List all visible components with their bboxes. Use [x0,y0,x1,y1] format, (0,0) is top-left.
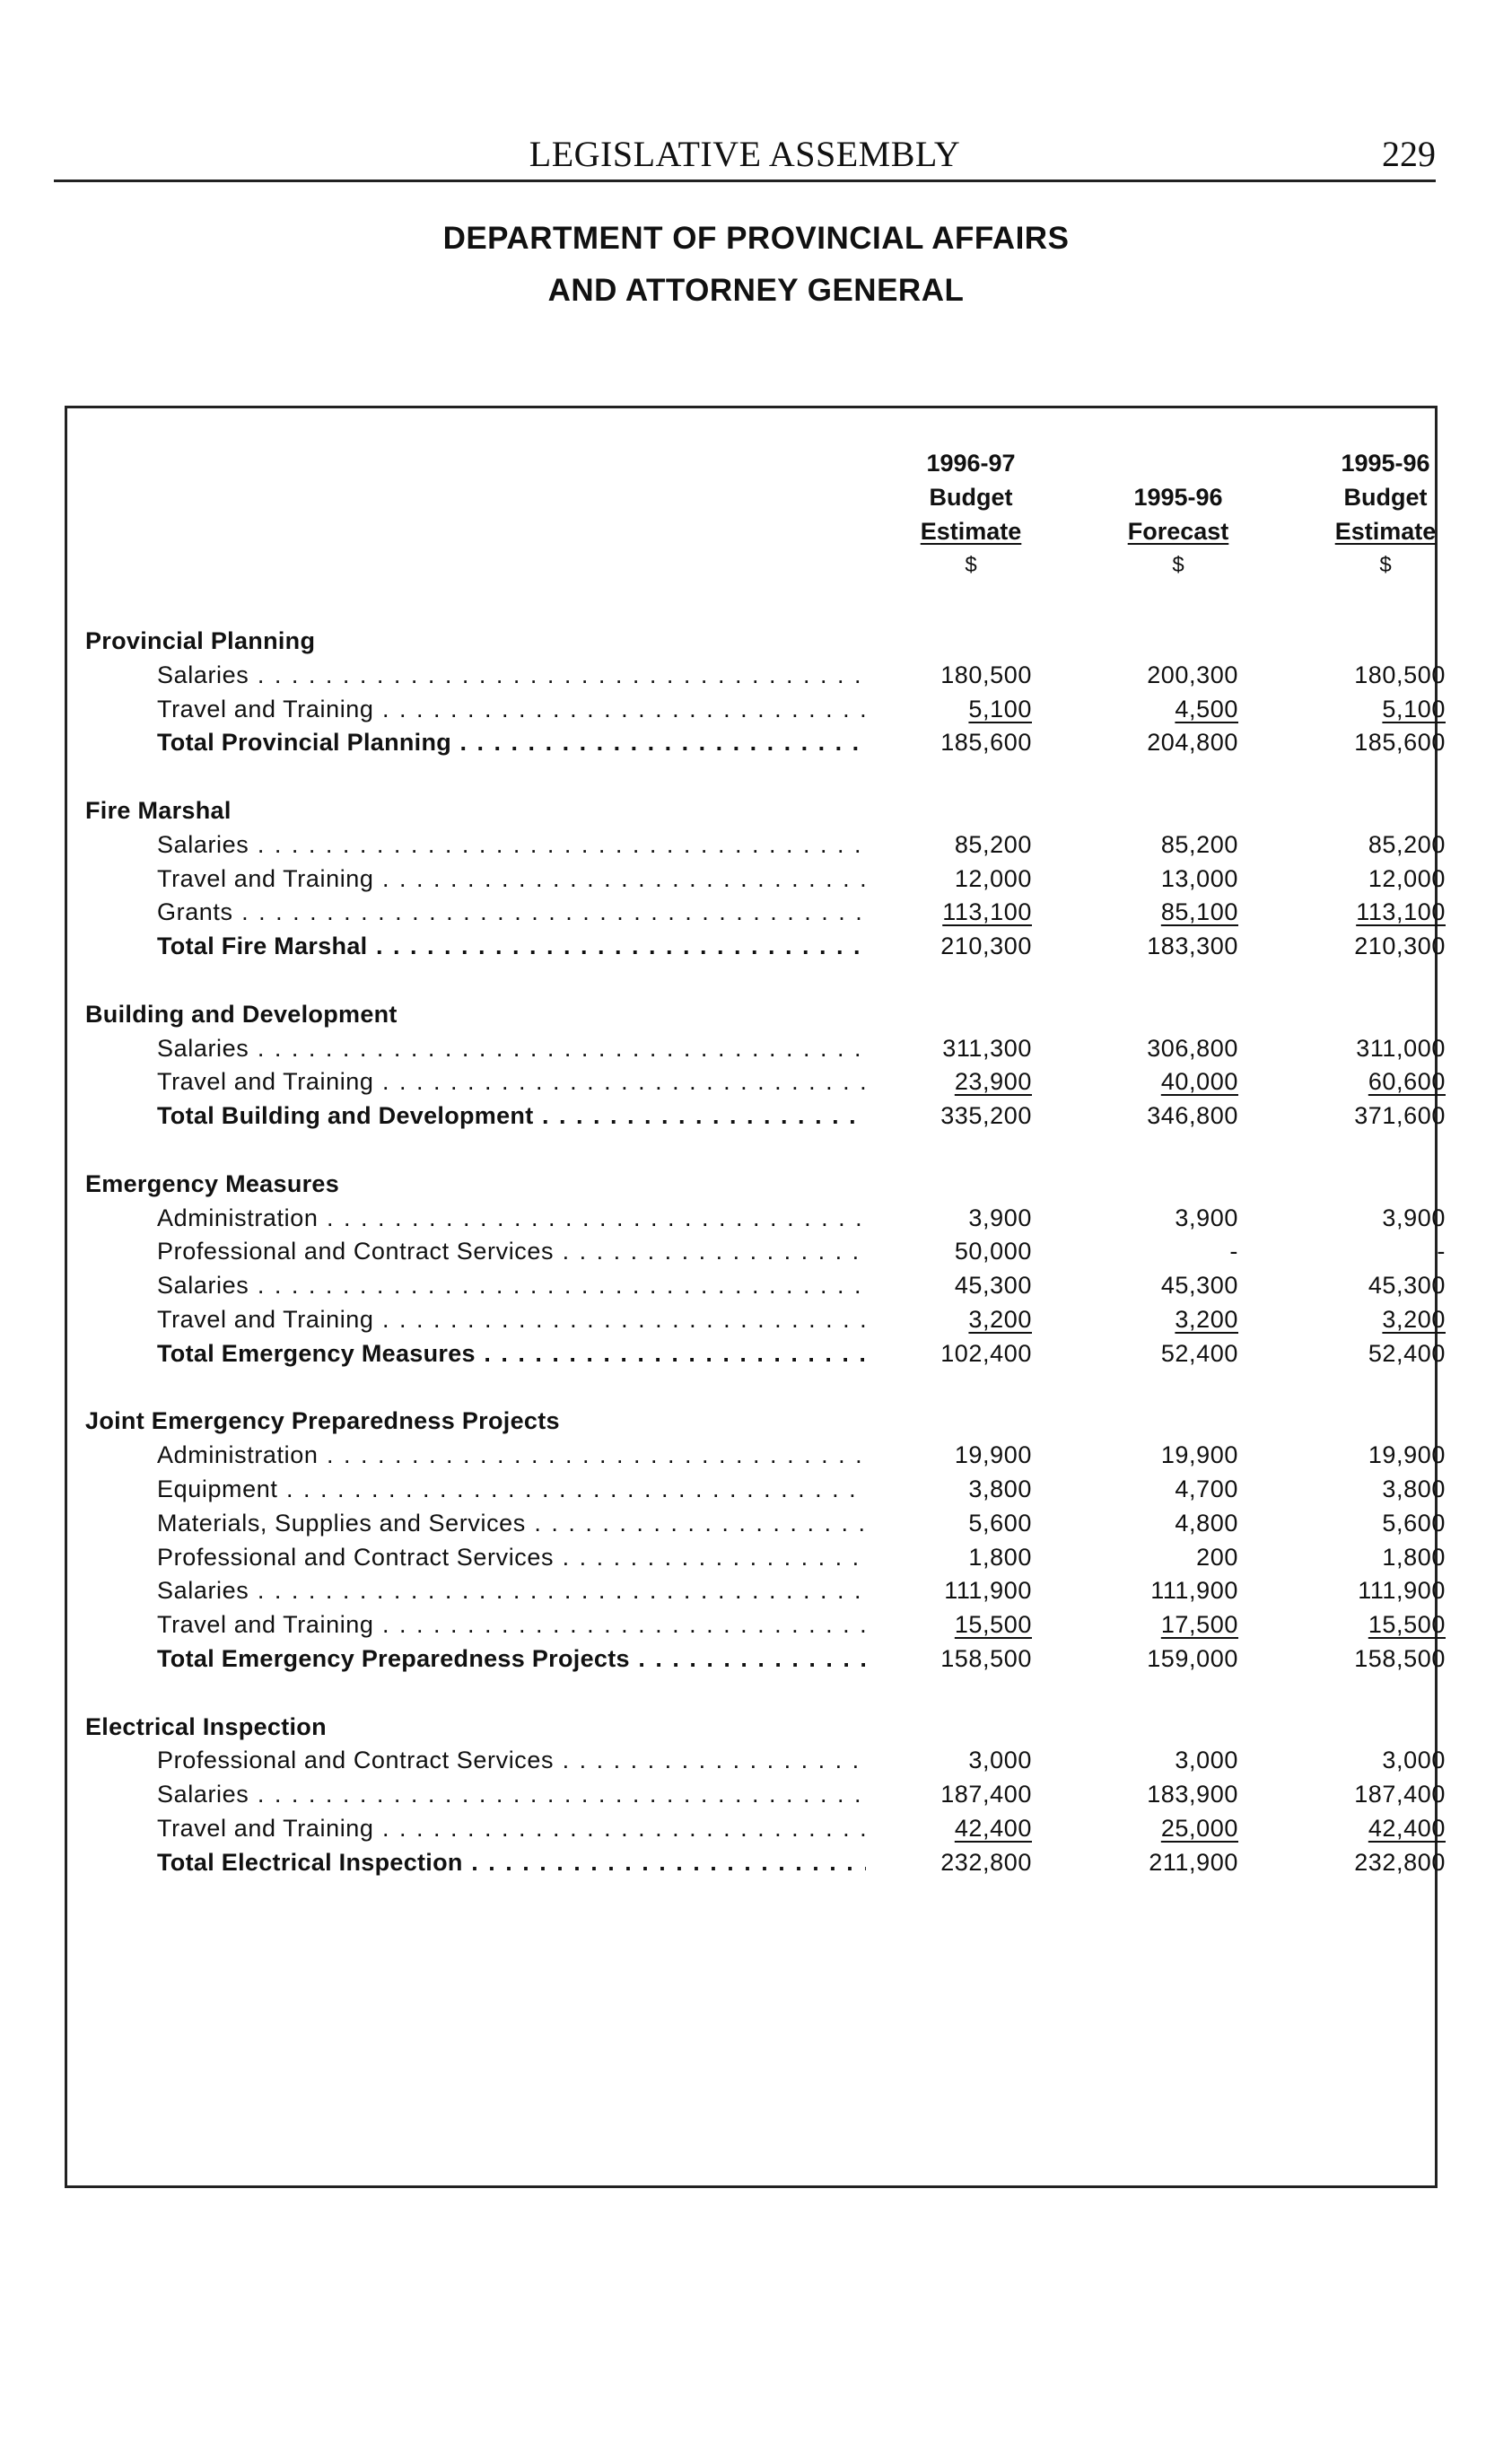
column-header-1996-97-budget-estimate [895,446,1047,582]
column-header-1995-96-budget-estimate [1309,446,1462,582]
table-row [67,1064,1446,1099]
table-row [67,1506,1446,1540]
header-title: LEGISLATIVE ASSEMBLY [529,134,961,174]
value-cell-col3: 60,600 [1368,1068,1446,1096]
value-cell-col1: 85,200 [954,830,1032,858]
value-cell-col2: 3,000 [1175,1747,1238,1774]
value-cell-col2: 306,800 [1147,1034,1238,1062]
value-cell-col3: 52,400 [1368,1339,1446,1367]
row-label: Travel and Training . . . [157,1811,866,1845]
value-cell-col3: 1,800 [1382,1543,1446,1571]
table-row [67,1268,1446,1302]
value-cell-col3: - [1437,1238,1446,1265]
column-header-line3: Estimate [1334,518,1437,545]
value-cell-col1: 45,300 [954,1272,1032,1300]
section-heading [67,1710,1440,1744]
table-row [67,658,1446,692]
table-row [67,1607,1446,1642]
value-cell-col2: 4,800 [1175,1509,1238,1537]
row-label: Total Provincial Planning . . . [157,725,866,759]
value-cell-col1: 23,900 [954,1068,1032,1096]
value-cell-col1: 210,300 [940,933,1032,960]
row-label: Total Emergency Preparedness Projects . . . [157,1642,866,1676]
budget-table [65,406,1446,2188]
section-heading [67,1404,1440,1438]
value-cell-col2: 40,000 [1160,1068,1238,1096]
department-title-line1: DEPARTMENT OF PROVINCIAL AFFAIRS [442,221,1070,256]
value-cell-col3: 3,900 [1382,1204,1446,1231]
row-label: Salaries . . . [157,1031,866,1065]
value-cell-col3: 3,800 [1382,1475,1446,1502]
value-cell-col2: 3,200 [1175,1306,1238,1333]
value-cell-col2: 183,300 [1147,933,1238,960]
value-cell-col3: 210,300 [1354,933,1446,960]
column-header-line2: Budget [929,484,1013,511]
value-cell-col2: 13,000 [1160,864,1238,892]
value-cell-col3: 5,600 [1382,1509,1446,1537]
table-row [67,1031,1446,1065]
column-header-line1: 1995-96 [1341,450,1430,477]
value-cell-col1: 12,000 [954,864,1032,892]
value-cell-col3: 187,400 [1354,1781,1446,1808]
section-label: Joint Emergency Preparedness Projects [85,1407,560,1435]
value-cell-col1: 19,900 [954,1441,1032,1469]
value-cell-col3: 3,000 [1382,1747,1446,1774]
value-cell-col2: 85,200 [1160,830,1238,858]
row-label: Salaries . . . [157,1777,866,1811]
table-row [67,1540,1446,1574]
value-cell-col2: 19,900 [1160,1441,1238,1469]
row-label: Total Fire Marshal . . . [157,929,866,963]
page-number: 229 [1382,134,1436,174]
value-cell-col1: 158,500 [940,1645,1032,1672]
value-cell-col3: 158,500 [1354,1645,1446,1672]
value-cell-col2: 45,300 [1160,1272,1238,1300]
row-label: Salaries . . . [157,1268,866,1302]
row-label: Total Emergency Measures . . . [157,1336,866,1370]
value-cell-col2: 4,500 [1175,695,1238,722]
total-row [67,1336,1446,1370]
section-label: Electrical Inspection [85,1712,327,1740]
column-header-line1 [1102,446,1254,480]
value-cell-col2: 111,900 [1150,1577,1238,1605]
row-label: Travel and Training . . . [157,1064,866,1099]
value-cell-col1: 185,600 [940,729,1032,757]
row-label: Professional and Contract Services . . . [157,1234,866,1268]
value-cell-col3: 371,600 [1354,1102,1446,1130]
value-cell-col3: 311,000 [1356,1034,1446,1062]
value-cell-col1: 50,000 [954,1238,1032,1265]
value-cell-col3: 85,200 [1368,830,1446,858]
column-header-line3: Forecast [1127,518,1229,545]
value-cell-col2: 52,400 [1160,1339,1238,1367]
value-cell-col1: 3,800 [968,1475,1032,1502]
value-cell-col2: - [1229,1238,1238,1265]
value-cell-col3: 12,000 [1368,864,1446,892]
column-header-line2: 1995-96 [1133,484,1223,511]
value-cell-col3: 19,900 [1368,1441,1446,1469]
table-row [67,1573,1446,1607]
value-cell-col2: 346,800 [1147,1102,1238,1130]
value-cell-col1: 42,400 [954,1815,1032,1842]
row-label: Travel and Training . . . [157,1607,866,1642]
row-label: Grants . . . [157,895,866,929]
row-label: Salaries . . . [157,827,866,862]
column-header-1995-96-forecast [1102,446,1254,582]
value-cell-col2: 200,300 [1147,661,1238,688]
section-heading [67,793,1440,827]
table-row [67,1234,1446,1268]
value-cell-col1: 15,500 [954,1611,1032,1639]
table-row [67,827,1446,862]
row-label: Equipment . . . [157,1472,866,1506]
value-cell-col2: 25,000 [1160,1815,1238,1842]
row-label: Professional and Contract Services . . . [157,1540,866,1574]
row-label: Total Electrical Inspection . . . [157,1845,866,1879]
total-row [67,929,1446,963]
column-header-line1: 1996-97 [926,450,1016,477]
row-label: Total Building and Development . . . [157,1099,866,1133]
row-label: Professional and Contract Services . . . [157,1743,866,1777]
value-cell-col3: 5,100 [1382,695,1446,722]
section-label: Fire Marshal [85,797,232,824]
section-heading [67,624,1440,658]
value-cell-col2: 183,900 [1147,1781,1238,1808]
department-title-line2: AND ATTORNEY GENERAL [547,273,965,308]
section-heading [67,1167,1440,1201]
table-row [67,692,1446,726]
column-header-line3: Estimate [920,518,1022,545]
value-cell-col3: 111,900 [1358,1577,1446,1605]
value-cell-col3: 113,100 [1356,898,1446,926]
row-label: Travel and Training . . . [157,692,866,726]
value-cell-col1: 5,600 [968,1509,1032,1537]
value-cell-col2: 211,900 [1149,1848,1238,1876]
value-cell-col3: 185,600 [1354,729,1446,757]
value-cell-col2: 17,500 [1160,1611,1238,1639]
row-label: Administration . . . [157,1201,866,1235]
value-cell-col1: 113,100 [942,898,1032,926]
value-cell-col2: 159,000 [1147,1645,1238,1672]
table-row [67,1438,1446,1472]
value-cell-col3: 3,200 [1382,1306,1446,1333]
table-row [67,1743,1446,1777]
total-row [67,1642,1446,1676]
value-cell-col3: 45,300 [1368,1272,1446,1300]
value-cell-col3: 232,800 [1354,1848,1446,1876]
table-row [67,1811,1446,1845]
table-row [67,1472,1446,1506]
value-cell-col3: 42,400 [1368,1815,1446,1842]
value-cell-col1: 3,900 [968,1204,1032,1231]
value-cell-col2: 3,900 [1175,1204,1238,1231]
section-label: Provincial Planning [85,627,316,654]
column-header-currency: $ [1379,553,1392,577]
value-cell-col1: 335,200 [940,1102,1032,1130]
value-cell-col3: 180,500 [1354,661,1446,688]
value-cell-col1: 102,400 [940,1339,1032,1367]
row-label: Salaries . . . [157,1573,866,1607]
page-header [54,133,1436,182]
total-row [67,725,1446,759]
value-cell-col1: 180,500 [940,661,1032,688]
row-label: Travel and Training . . . [157,862,866,896]
column-header-currency: $ [965,553,977,577]
table-row [67,895,1446,929]
value-cell-col2: 200 [1196,1543,1238,1571]
value-cell-col1: 187,400 [940,1781,1032,1808]
table-row [67,862,1446,896]
value-cell-col3: 15,500 [1368,1611,1446,1639]
row-label: Administration . . . [157,1438,866,1472]
value-cell-col1: 232,800 [940,1848,1032,1876]
value-cell-col1: 3,200 [968,1306,1032,1333]
table-row [67,1777,1446,1811]
total-row [67,1845,1446,1879]
value-cell-col1: 311,300 [942,1034,1032,1062]
section-heading [67,997,1440,1031]
row-label: Travel and Training . . . [157,1302,866,1336]
row-label: Materials, Supplies and Services . . . [157,1506,866,1540]
table-row [67,1302,1446,1336]
section-label: Building and Development [85,1000,398,1028]
column-header-currency: $ [1172,553,1184,577]
value-cell-col2: 4,700 [1175,1475,1238,1502]
table-row [67,1201,1446,1235]
value-cell-col1: 111,900 [944,1577,1032,1605]
row-label: Salaries . . . [157,658,866,692]
section-label: Emergency Measures [85,1169,340,1197]
value-cell-col2: 85,100 [1160,898,1238,926]
total-row [67,1099,1446,1133]
value-cell-col2: 204,800 [1147,729,1238,757]
value-cell-col1: 5,100 [968,695,1032,722]
value-cell-col1: 3,000 [968,1747,1032,1774]
value-cell-col1: 1,800 [968,1543,1032,1571]
column-header-line2: Budget [1343,484,1428,511]
